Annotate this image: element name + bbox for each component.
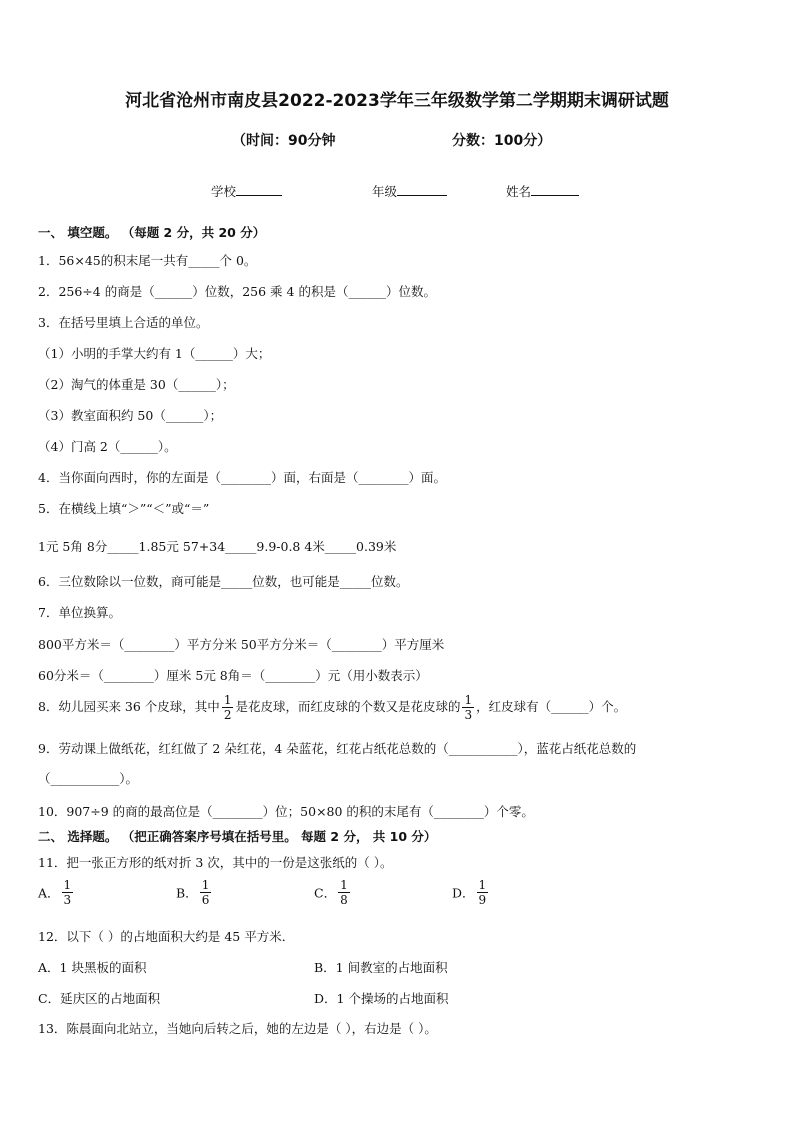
- exam-score: 分数：100分）: [452, 133, 552, 149]
- option-11-c: [314, 878, 352, 907]
- option-fraction: $\frac{1}{8}$: [340, 878, 348, 907]
- option-12-b: B．1 间教室的占地面积: [314, 960, 448, 975]
- fraction-half: $\frac{1}{2}$: [223, 693, 232, 722]
- option-11-d: [452, 878, 490, 907]
- question-8-pre: 8．幼儿园买来 36 个皮球，其中: [38, 699, 220, 714]
- exam-title: 河北省沧州市南皮县2022-2023学年三年级数学第二学期期末调研试题: [125, 91, 669, 111]
- school-label: 学校: [211, 184, 237, 199]
- fraction-third: $\frac{1}{3}$: [464, 693, 473, 722]
- question-8-post: ，红皮球有（______）个。: [476, 699, 627, 714]
- question-7-a: 800平方米＝（________）平方分米 50平方分米＝（________）平方厘米: [38, 637, 445, 652]
- grade-field: [372, 182, 447, 200]
- option-11-a: [38, 878, 75, 907]
- question-7: 7．单位换算。: [38, 605, 121, 620]
- school-field: [211, 182, 282, 200]
- question-3-4: （4）门高 2（______）。: [38, 439, 177, 454]
- name-label: 姓名: [506, 184, 532, 199]
- option-12-d: D．1 个操场的占地面积: [314, 991, 449, 1006]
- option-fraction: $\frac{1}{3}$: [63, 878, 72, 907]
- name-field: [506, 182, 579, 200]
- question-10: 10．907÷9 的商的最高位是（________）位；50×80 的积的末尾有（________）个零。: [38, 804, 534, 819]
- option-11-b: [176, 878, 213, 907]
- question-12: 12．以下（ ）的占地面积大约是 45 平方米．: [38, 929, 295, 944]
- question-4: 4．当你面向西时，你的左面是（________）面，右面是（________）面。: [38, 470, 446, 485]
- question-13: 13．陈晨面向北站立，当她向后转之后，她的左边是（ ），右边是（ ）。: [38, 1021, 437, 1036]
- question-8-mid: 是花皮球，而红皮球的个数又是花皮球的: [235, 699, 461, 714]
- question-3-2: （2）淘气的体重是 30（______）；: [38, 377, 235, 392]
- exam-time: （时间：90分钟: [232, 133, 336, 149]
- question-8: [38, 693, 626, 722]
- section1-heading: 一、 填空题。 （每题 2 分，共 20 分）: [38, 225, 266, 240]
- question-3: 3．在括号里填上合适的单位。: [38, 315, 209, 330]
- question-1: 1．56×45的积末尾一共有_____个 0。: [38, 253, 257, 268]
- option-12-c: C．延庆区的占地面积: [38, 991, 161, 1006]
- question-6: 6．三位数除以一位数，商可能是_____位数，也可能是_____位数。: [38, 574, 409, 589]
- option-label: D．: [452, 885, 475, 901]
- question-2: 2．256÷4 的商是（______）位数，256 乘 4 的积是（______）位数。: [38, 284, 436, 299]
- section2-heading: 二、 选择题。 （把正确答案序号填在括号里。 每题 2 分， 共 10 分）: [38, 829, 437, 844]
- option-12-a: A．1 块黑板的面积: [38, 960, 147, 975]
- question-5: 5．在横线上填“＞”“＜”或“＝”: [38, 501, 210, 516]
- option-fraction: $\frac{1}{9}$: [478, 878, 487, 907]
- option-label: C．: [314, 885, 337, 901]
- question-3-3: （3）教室面积约 50（______）；: [38, 408, 223, 423]
- question-5-row: 1元 5角 8分_____1.85元 57+34_____9.9-0.8 4米_____0.39米: [38, 539, 397, 554]
- question-7-b: 60分米＝（________）厘米 5元 8角＝（________）元（用小数表示）: [38, 668, 428, 683]
- question-9: 9．劳动课上做纸花，红红做了 2 朵红花，4 朵蓝花，红花占纸花总数的（___________），蓝花占纸花总数的: [38, 741, 637, 756]
- option-label: A．: [38, 885, 60, 901]
- question-3-1: （1）小明的手掌大约有 1（______）大；: [38, 346, 271, 361]
- option-label: B．: [176, 885, 198, 901]
- option-fraction: $\frac{1}{6}$: [201, 878, 210, 907]
- grade-label: 年级: [372, 184, 398, 199]
- question-11: 11．把一张正方形的纸对折 3 次，其中的一份是这张纸的（ ）。: [38, 855, 393, 870]
- question-9-b: （___________）。: [38, 771, 139, 786]
